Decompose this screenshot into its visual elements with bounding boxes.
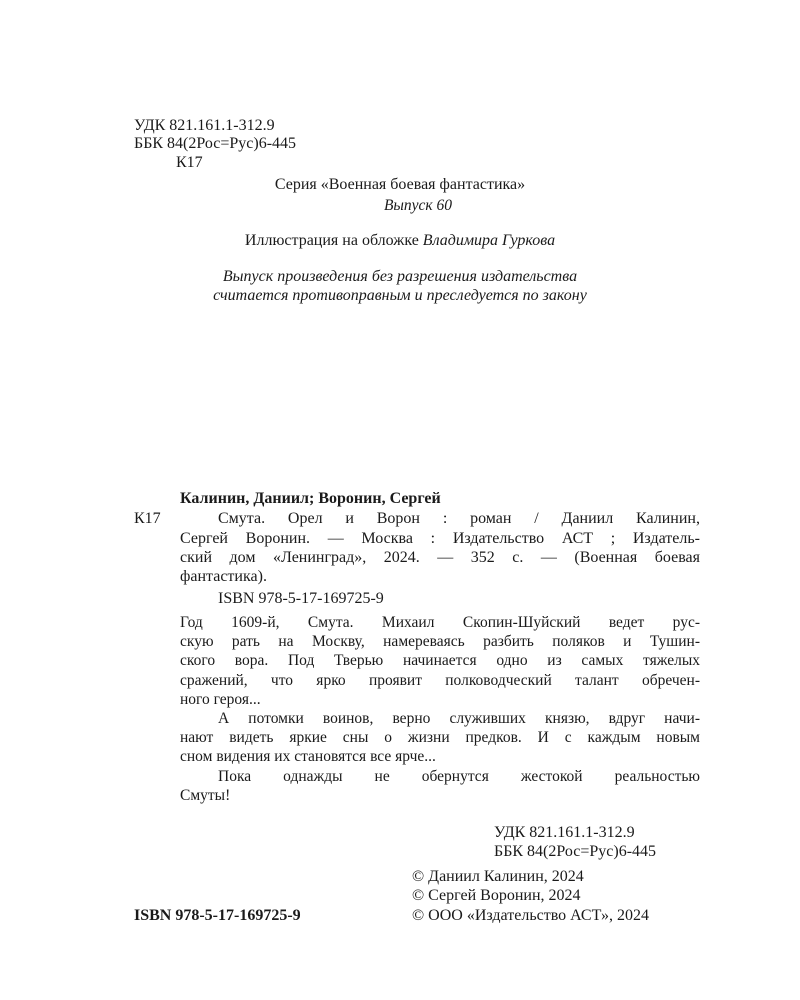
copyright-notice-line1: Выпуск произведения без разрешения издательства	[222, 268, 578, 285]
catalog-entry-line-1: Смута. Орел и Ворон : роман / Даниил Калинин,	[218, 510, 700, 527]
annotation-line: сном видения их становятся все ярче...	[180, 748, 436, 766]
catalog-isbn: ISBN 978-5-17-169725-9	[218, 590, 384, 607]
bottom-udk-code: УДК 821.161.1-312.9	[494, 824, 635, 841]
annotation-paragraph-3	[180, 767, 700, 805]
bottom-bbk-code: ББК 84(2Рос=Рус)6-445	[494, 843, 657, 860]
annotation-line: А потомки воинов, верно служивших князю, вдруг начи-	[218, 710, 700, 727]
annotation-line: Пока однажды не обернутся жестокой реальностью	[218, 768, 700, 785]
series-line	[0, 175, 800, 195]
annotation-paragraph-1	[180, 613, 700, 709]
series-name: «Военная боевая фантастика»	[320, 176, 526, 193]
annotation-line: ного героя...	[180, 690, 261, 708]
copyright-notice-line2: считается противоправным и преследуется по закону	[213, 287, 587, 304]
illustration-prefix: Иллюстрация на обложке	[244, 232, 423, 249]
annotation-paragraph-2	[180, 709, 700, 767]
illustration-credit	[0, 231, 800, 251]
annotation-line: ского вора. Под Тверью начинается одно из самых тяжелых	[180, 652, 700, 670]
catalog-mark: К17	[134, 510, 161, 527]
annotation-line: Смуты!	[180, 787, 231, 805]
catalog-entry-line-3: ский дом «Ленинград», 2024. — 352 с. — (Военная боевая	[180, 549, 700, 566]
illustration-artist: Владимира Гуркова	[422, 232, 556, 249]
udk-code: УДК 821.161.1-312.9	[134, 117, 275, 134]
catalog-entry-line-4: фантастика).	[180, 568, 267, 585]
series-prefix: Серия	[274, 176, 321, 193]
copyright-line-2: © Сергей Воронин, 2024	[412, 887, 581, 904]
annotation-line: Год 1609-й, Смута. Михаил Скопин-Шуйский ведет рус-	[180, 614, 700, 631]
bottom-isbn: ISBN 978-5-17-169725-9	[134, 907, 301, 924]
catalog-authors: Калинин, Даниил; Воронин, Сергей	[180, 490, 441, 507]
copyright-line-3: © ООО «Издательство АСТ», 2024	[412, 907, 649, 924]
annotation-line: сражений, что ярко проявит полководческий талант обречен-	[180, 671, 700, 689]
bbk-code: ББК 84(2Рос=Рус)6-445	[134, 135, 297, 152]
annotation-line: нают видеть яркие сны о жизни предков. И с каждым новым	[180, 729, 700, 747]
catalog-entry-line-2: Сергей Воронин. — Москва : Издательство АСТ ; Издатель-	[180, 530, 700, 547]
author-mark: К17	[176, 154, 203, 171]
copyright-line-1: © Даниил Калинин, 2024	[412, 868, 584, 885]
series-issue: Выпуск 60	[383, 197, 453, 214]
annotation-line: скую рать на Москву, намереваясь разбить поляков и Тушин-	[180, 633, 700, 651]
